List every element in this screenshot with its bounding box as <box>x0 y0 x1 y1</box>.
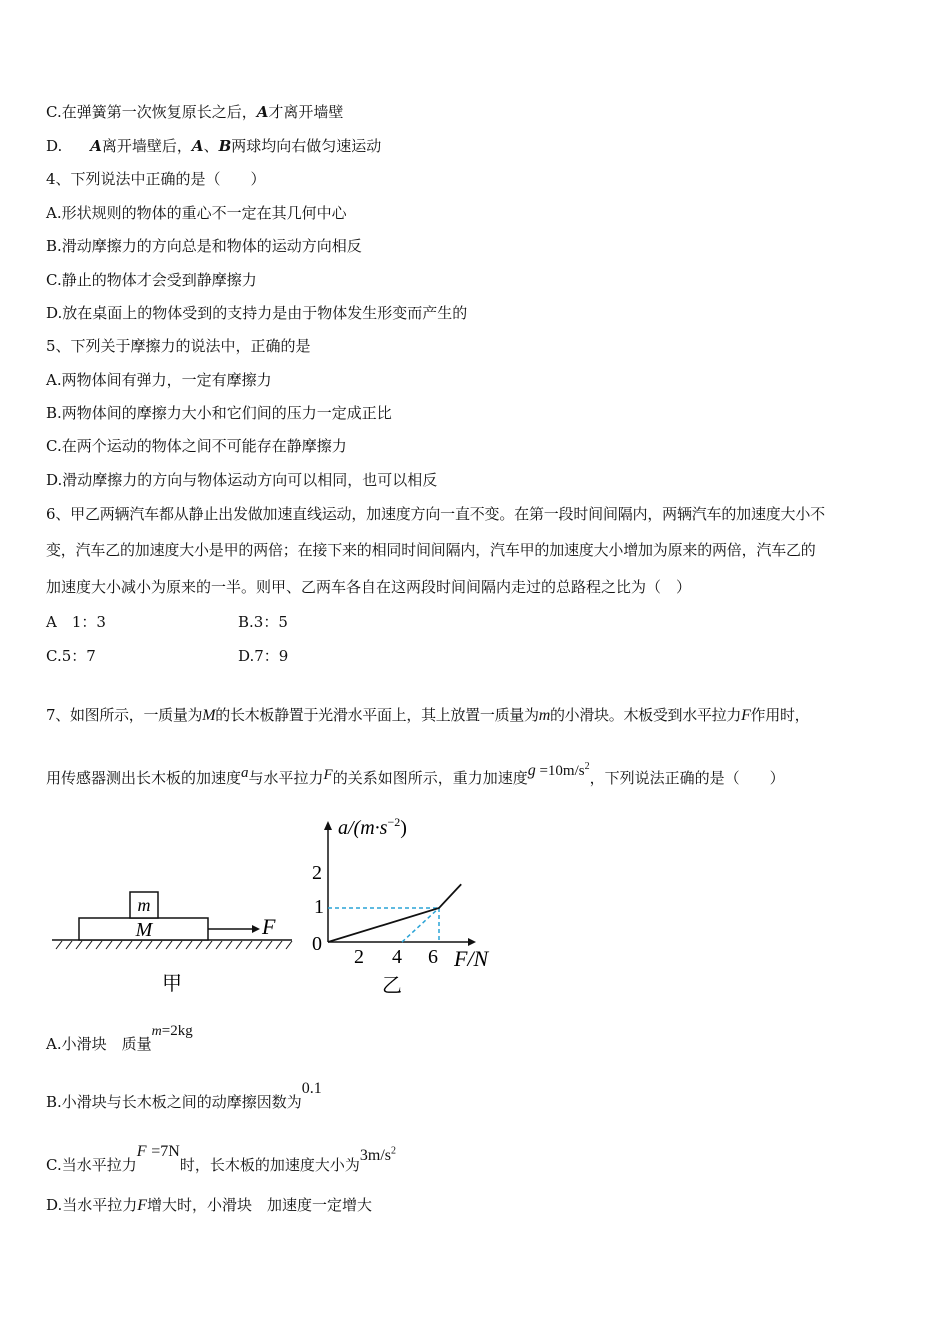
q7-option-b <box>46 1080 322 1120</box>
q6-option-a: A 1：3 <box>46 613 106 631</box>
q7-line-2-part-b: 与水平拉力 <box>248 769 324 787</box>
block-label: m <box>137 895 151 915</box>
q7-option-a-var: m <box>151 1024 162 1039</box>
q7-option-d-text-a: D.当水平拉力 <box>46 1196 138 1214</box>
y-tick-2: 2 <box>312 862 322 884</box>
q3-option-c-var: A <box>256 103 269 121</box>
q7-line-1-part-d: 作用时， <box>750 706 810 724</box>
q7-line-2-part-a: 用传感器测出长木板的加速度 <box>46 769 242 787</box>
acceleration-force-graph <box>312 815 490 997</box>
force-label: F <box>262 914 276 939</box>
q5-option-c: C.在两个运动的物体之间不可能存在静摩擦力 <box>46 437 347 455</box>
q7-option-c-value: =7N <box>151 1143 180 1161</box>
q5-option-a: A.两物体间有弹力，一定有摩擦力 <box>46 371 272 389</box>
q7-var-g: g <box>527 762 536 779</box>
q7-option-d-text-b: 增大时，小滑块 加速度一定增大 <box>147 1196 373 1214</box>
q7-figure <box>46 812 516 1002</box>
q7-g-expression <box>528 763 590 779</box>
q7-option-a <box>46 1022 193 1062</box>
q7-option-c-text: C.当水平拉力 <box>46 1156 137 1175</box>
q7-option-b-value: 0.1 <box>301 1080 322 1097</box>
q7-option-d-var: F <box>137 1197 148 1214</box>
q6-option-d: D.7：9 <box>238 647 289 665</box>
q3-option-d-suffix: 两球均向右做匀速运动 <box>231 137 382 155</box>
y-axis-label-exponent: −2 <box>387 815 401 829</box>
q7-option-b-text: B.小滑块与长木板之间的动摩擦因数为 <box>46 1093 302 1111</box>
q3-option-d-label: D. <box>46 137 63 155</box>
q7-option-a-math <box>152 1021 193 1039</box>
q7-line-1-part-a: 7、如图所示，一质量为 <box>46 706 203 724</box>
y-axis-label-text: a/(m·s <box>338 817 388 839</box>
q7-var-a: a <box>241 765 249 781</box>
q7-option-c <box>46 1140 396 1180</box>
q7-option-a-text: A.小滑块 质量 <box>46 1035 152 1053</box>
q7-option-c-accel-exp: 2 <box>391 1146 396 1157</box>
q4-option-c: C.静止的物体才会受到静摩擦力 <box>46 271 257 289</box>
q5-option-d: D.滑动摩擦力的方向与物体运动方向可以相同，也可以相反 <box>46 471 438 489</box>
caption-right: 乙 <box>382 975 402 997</box>
y-tick-1: 1 <box>314 896 324 918</box>
y-axis-label-close: ) <box>400 817 407 839</box>
q4-option-d: D.放在桌面上的物体受到的支持力是由于物体发生形变而产生的 <box>46 304 468 322</box>
q4-stem: 4、下列说法中正确的是（ ） <box>46 170 266 188</box>
x-tick-4: 4 <box>392 946 402 968</box>
q4-option-b: B.滑动摩擦力的方向总是和物体的运动方向相反 <box>46 237 362 255</box>
q7-var-F: F <box>741 707 751 724</box>
q7-option-a-value: =2kg <box>161 1023 193 1039</box>
q4-option-a: A.形状规则的物体的重心不一定在其几何中心 <box>46 204 347 222</box>
q7-g-value: =10m/s <box>539 763 585 779</box>
caption-left: 甲 <box>162 973 182 995</box>
q3-option-d <box>46 136 381 156</box>
q3-option-d-var-a: A <box>90 137 102 155</box>
q5-option-b: B.两物体间的摩擦力大小和它们间的压力一定成正比 <box>46 404 392 422</box>
q3-option-d-mid: 离开墙壁后， <box>101 137 192 155</box>
q3-option-d-sep: 、 <box>203 137 219 155</box>
q7-line-1-part-b: 的长木板静置于光滑水平面上，其上放置一质量为 <box>215 706 539 724</box>
q7-option-c-mid: 时，长木板的加速度大小为 <box>179 1156 360 1175</box>
q7-line-1 <box>46 705 809 726</box>
board-label: M <box>135 919 153 941</box>
q7-option-c-var: F <box>136 1143 147 1161</box>
q3-option-d-var-b: B <box>218 137 232 155</box>
q6-line-2: 变，汽车乙的加速度大小是甲的两倍；在接下来的相同时间间隔内，汽车甲的加速度大小增加为原来的两倍，汽车乙的 <box>46 541 816 559</box>
ground-hatching <box>56 941 292 949</box>
q6-option-row-1 <box>46 612 106 632</box>
origin-label: 0 <box>312 933 322 955</box>
x-tick-6: 6 <box>428 946 438 968</box>
y-axis-label <box>338 815 407 839</box>
q7-line-2-part-d: ，下列说法正确的是（ ） <box>589 769 785 787</box>
q6-option-b: B.3：5 <box>238 613 288 631</box>
q7-var-m: m <box>538 707 550 724</box>
q6-line-1: 6、甲乙两辆汽车都从静止出发做加速直线运动，加速度方向一直不变。在第一段时间间隔内，两辆汽车的加速度大小不 <box>46 505 825 523</box>
arrow-right-icon <box>252 925 260 933</box>
q3-option-d-var-a2: A <box>191 137 204 155</box>
q7-var-M: M <box>202 707 216 724</box>
q3-option-c-suffix: 才离开墙壁 <box>268 103 344 121</box>
q5-stem: 5、下列关于摩擦力的说法中，正确的是 <box>46 337 311 355</box>
x-axis-arrow-icon <box>468 938 476 946</box>
data-series-line-0 <box>328 884 461 942</box>
q3-option-c-text: C.在弹簧第一次恢复原长之后， <box>46 103 257 121</box>
q7-option-c-accel-value: 3m/s <box>359 1147 391 1165</box>
q7-var-F-2: F <box>323 767 333 783</box>
q7-g-exponent: 2 <box>584 761 590 772</box>
x-axis-label: F/N <box>454 946 489 971</box>
q6-line-3: 加速度大小减小为原来的一半。则甲、乙两车各自在这两段时间间隔内走过的总路程之比为（ ） <box>46 578 692 596</box>
x-tick-2: 2 <box>354 946 364 968</box>
q6-option-c: C.5：7 <box>46 647 96 665</box>
q7-line-2 <box>46 761 785 789</box>
q7-option-c-force <box>137 1142 180 1160</box>
q3-option-c <box>46 102 343 122</box>
apparatus-diagram <box>52 892 292 995</box>
q7-option-d <box>46 1195 372 1216</box>
q7-line-1-part-c: 的小滑块。木板受到水平拉力 <box>549 706 742 724</box>
q7-line-2-part-c: 的关系如图所示，重力加速度 <box>332 769 528 787</box>
q7-option-c-accel <box>360 1147 396 1164</box>
y-axis-arrow-icon <box>324 821 332 830</box>
